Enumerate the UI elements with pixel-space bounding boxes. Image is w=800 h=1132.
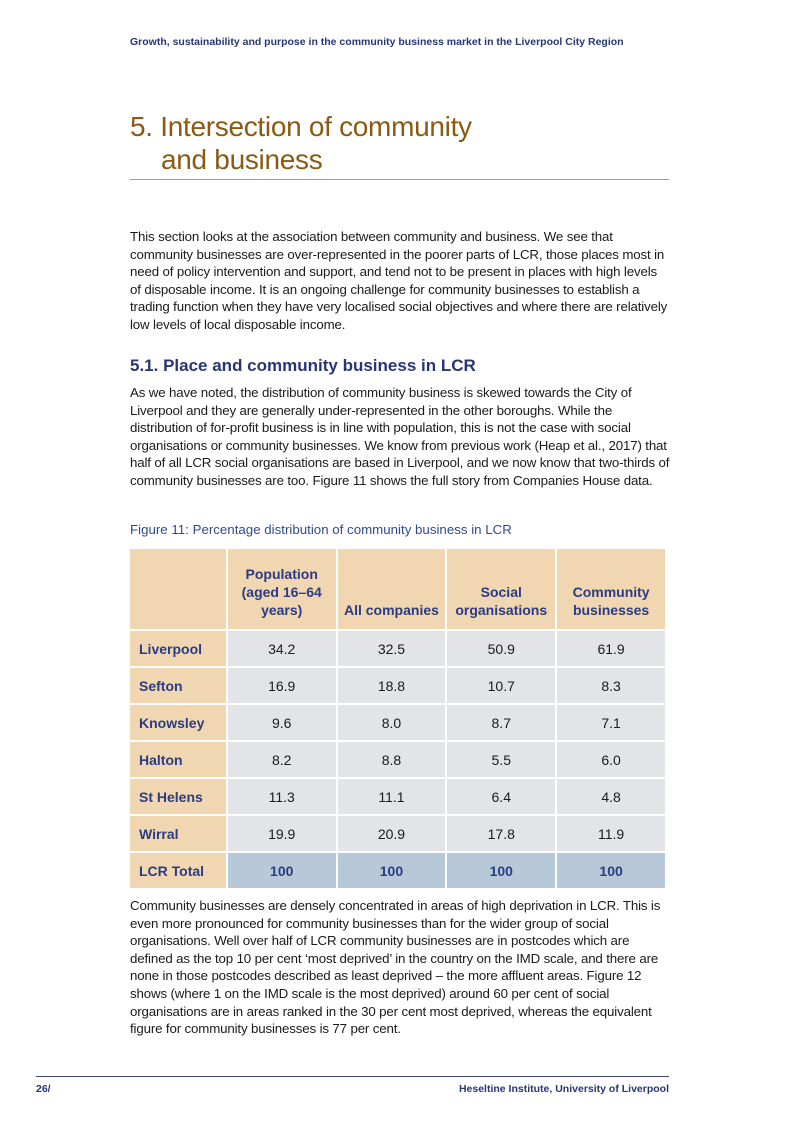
total-cell: 100 — [447, 853, 555, 888]
table-cell: 32.5 — [338, 631, 446, 666]
table-cell: 7.1 — [557, 705, 665, 740]
table-cell: 8.0 — [338, 705, 446, 740]
row-label: Sefton — [130, 668, 226, 703]
table-cell: 17.8 — [447, 816, 555, 851]
table-cell: 6.4 — [447, 779, 555, 814]
footer-rule — [36, 1076, 669, 1077]
row-label: St Helens — [130, 779, 226, 814]
table-row — [130, 779, 665, 814]
table-corner-cell — [130, 549, 226, 629]
total-cell: 100 — [228, 853, 336, 888]
figure-caption: Figure 11: Percentage distribution of community business in LCR — [130, 522, 512, 537]
table-header-row — [130, 549, 665, 629]
distribution-table — [128, 547, 667, 890]
table-cell: 8.2 — [228, 742, 336, 777]
table-row — [130, 742, 665, 777]
table-cell: 8.7 — [447, 705, 555, 740]
chapter-title-line1: 5. Intersection of community — [130, 111, 472, 142]
column-header-community-businesses: Community businesses — [557, 549, 665, 629]
table-cell: 50.9 — [447, 631, 555, 666]
section-heading: 5.1. Place and community business in LCR — [130, 356, 476, 375]
footer-institute: Heseltine Institute, University of Liverpool — [458, 1083, 669, 1095]
table-row — [130, 631, 665, 666]
table-cell: 4.8 — [557, 779, 665, 814]
table-row — [130, 705, 665, 740]
table-cell: 20.9 — [338, 816, 446, 851]
title-rule — [130, 179, 669, 180]
section-paragraph: As we have noted, the distribution of community business is skewed towards the City of Liverpool and they are generally under-represented in the other boroughs. While the distribution of for-profit business is in line with population, this is not the case with social organisations or community businesses. We know from previous work (Heap et al., 2017) that half of all LCR social organisations are based in Liverpool, and we now know that two-thirds of community businesses are too. Figure 11 shows the full story from Companies House data. — [130, 385, 670, 488]
table-cell: 18.8 — [338, 668, 446, 703]
total-cell: 100 — [557, 853, 665, 888]
table-cell: 6.0 — [557, 742, 665, 777]
table-cell: 16.9 — [228, 668, 336, 703]
table-cell: 5.5 — [447, 742, 555, 777]
row-label: Liverpool — [130, 631, 226, 666]
chapter-title-line2: and business — [161, 144, 323, 175]
table-cell: 8.3 — [557, 668, 665, 703]
running-header: Growth, sustainability and purpose in the community business market in the Liverpool City Region — [130, 36, 624, 48]
table-row — [130, 816, 665, 851]
row-label: Knowsley — [130, 705, 226, 740]
closing-paragraph: Community businesses are densely concentrated in areas of high deprivation in LCR. This is even more pronounced for community businesses than for the wider group of social organisations. Well over half of LCR community businesses are in postcodes which are defined as the top 10 per cent ‘most deprived’ in the country on the IMD scale, and there are none in those postcodes described as least deprived – the more affluent areas. Figure 12 shows (where 1 on the IMD scale is the most deprived) around 60 per cent of social organisations are in areas ranked in the 30 per cent most deprived, whereas the equivalent figure for community businesses is 77 per cent. — [130, 898, 661, 1037]
row-label: LCR Total — [130, 853, 226, 888]
row-label: Wirral — [130, 816, 226, 851]
column-header-all-companies: All companies — [338, 549, 446, 629]
chapter-title — [130, 110, 670, 176]
row-label: Halton — [130, 742, 226, 777]
table-cell: 9.6 — [228, 705, 336, 740]
table-total-row — [130, 853, 665, 888]
table-cell: 11.1 — [338, 779, 446, 814]
table-cell: 8.8 — [338, 742, 446, 777]
column-header-population: Population (aged 16–64 years) — [228, 549, 336, 629]
table-cell: 10.7 — [447, 668, 555, 703]
table-row — [130, 668, 665, 703]
table-cell: 19.9 — [228, 816, 336, 851]
table-cell: 11.3 — [228, 779, 336, 814]
intro-paragraph: This section looks at the association between community and business. We see that community businesses are over-represented in the poorer parts of LCR, those places most in need of policy intervention and support, and tend not to be present in places with high levels of disposable income. It is an ongoing challenge for community businesses to establish a trading function when they have very localised social objectives and where there are relatively low levels of local disposable income. — [130, 229, 668, 332]
column-header-social-organisations: Social organisations — [447, 549, 555, 629]
table-cell: 61.9 — [557, 631, 665, 666]
table-cell: 34.2 — [228, 631, 336, 666]
page-number: 26/ — [36, 1083, 51, 1095]
table-cell: 11.9 — [557, 816, 665, 851]
total-cell: 100 — [338, 853, 446, 888]
